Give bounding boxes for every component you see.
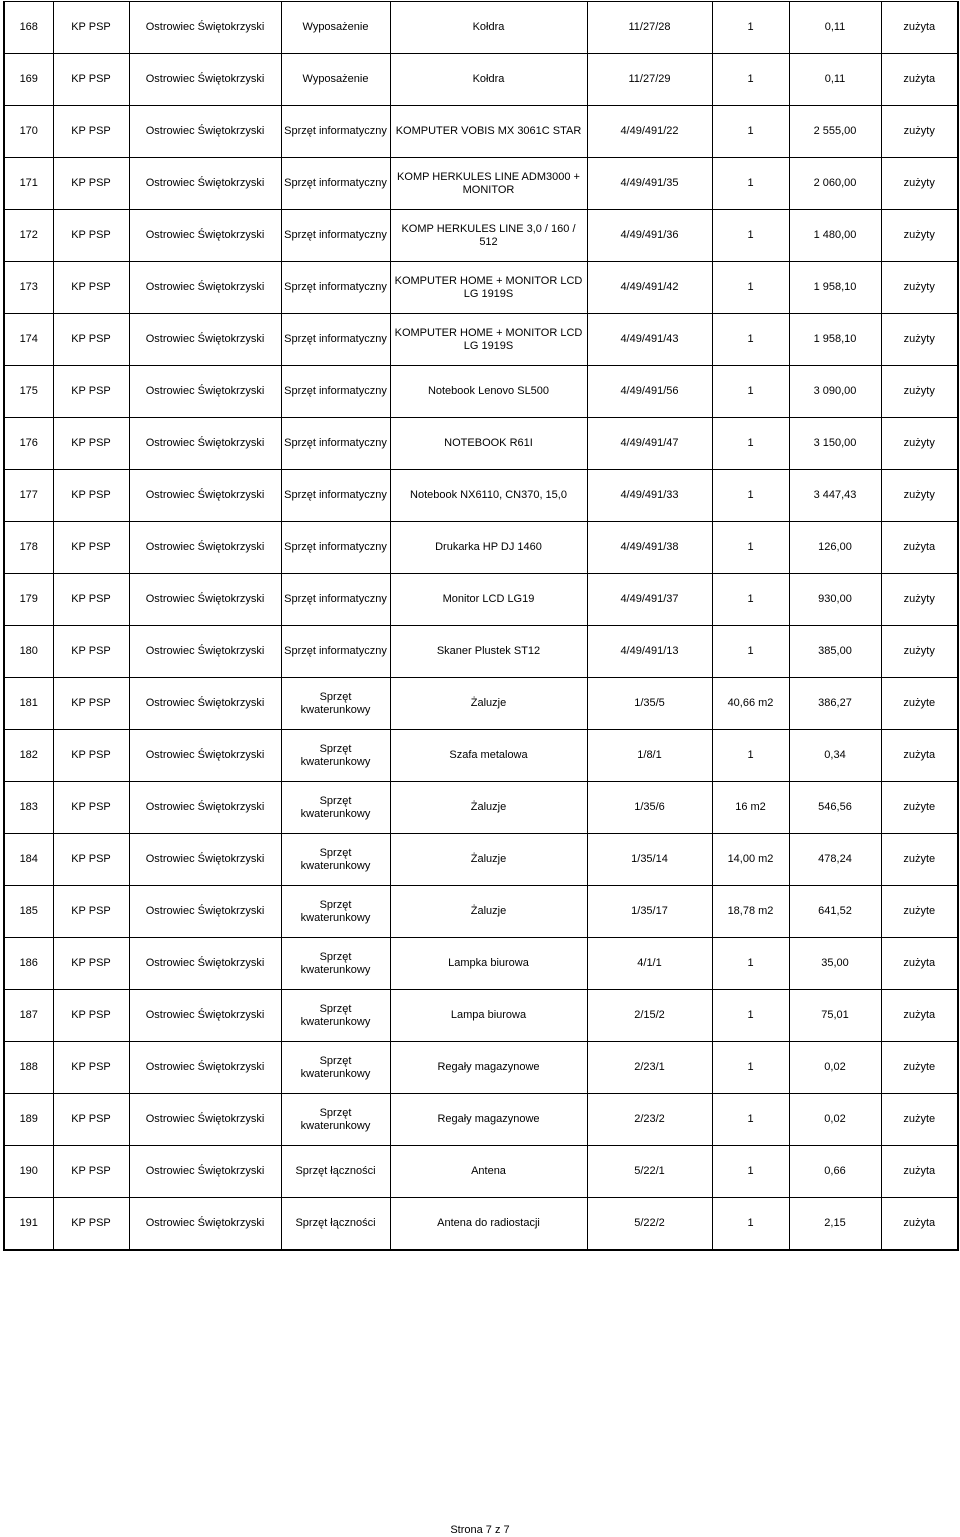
- value-cell: 0,66: [789, 1146, 881, 1198]
- status-cell: zużyte: [881, 834, 958, 886]
- item-name-cell: Notebook NX6110, CN370, 15,0: [390, 470, 587, 522]
- table-row: [4, 834, 958, 886]
- value-cell: 3 447,43: [789, 470, 881, 522]
- inventory-number-cell: 4/49/491/38: [587, 522, 712, 574]
- unit-cell: KP PSP: [53, 626, 129, 678]
- item-name-cell: Żaluzje: [390, 782, 587, 834]
- lp-cell: 171: [4, 158, 53, 210]
- unit-cell: KP PSP: [53, 1042, 129, 1094]
- city-cell: Ostrowiec Świętokrzyski: [129, 418, 281, 470]
- category-cell: Sprzęt kwaterunkowy: [281, 782, 390, 834]
- unit-cell: KP PSP: [53, 1198, 129, 1251]
- unit-cell: KP PSP: [53, 886, 129, 938]
- city-cell: Ostrowiec Świętokrzyski: [129, 2, 281, 54]
- category-cell: Sprzęt kwaterunkowy: [281, 834, 390, 886]
- inventory-number-cell: 1/35/14: [587, 834, 712, 886]
- inventory-number-cell: 4/49/491/37: [587, 574, 712, 626]
- unit-cell: KP PSP: [53, 210, 129, 262]
- value-cell: 0,34: [789, 730, 881, 782]
- item-name-cell: Drukarka HP DJ 1460: [390, 522, 587, 574]
- table-row: [4, 1198, 958, 1251]
- category-cell: Sprzęt kwaterunkowy: [281, 730, 390, 782]
- category-cell: Sprzęt kwaterunkowy: [281, 678, 390, 730]
- status-cell: zużyte: [881, 782, 958, 834]
- unit-cell: KP PSP: [53, 366, 129, 418]
- lp-cell: 173: [4, 262, 53, 314]
- unit-cell: KP PSP: [53, 522, 129, 574]
- table-row: [4, 210, 958, 262]
- status-cell: zużyty: [881, 262, 958, 314]
- status-cell: zużyta: [881, 938, 958, 990]
- quantity-cell: 1: [712, 158, 789, 210]
- item-name-cell: KOMPUTER VOBIS MX 3061C STAR: [390, 106, 587, 158]
- table-body: [4, 2, 958, 1251]
- table-row: [4, 730, 958, 782]
- status-cell: zużyte: [881, 1094, 958, 1146]
- lp-cell: 177: [4, 470, 53, 522]
- table-row: [4, 1042, 958, 1094]
- lp-cell: 170: [4, 106, 53, 158]
- item-name-cell: KOMPUTER HOME + MONITOR LCD LG 1919S: [390, 262, 587, 314]
- value-cell: 0,02: [789, 1094, 881, 1146]
- status-cell: zużyta: [881, 730, 958, 782]
- quantity-cell: 1: [712, 574, 789, 626]
- lp-cell: 180: [4, 626, 53, 678]
- status-cell: zużyta: [881, 1146, 958, 1198]
- unit-cell: KP PSP: [53, 314, 129, 366]
- inventory-number-cell: 4/49/491/42: [587, 262, 712, 314]
- category-cell: Sprzęt kwaterunkowy: [281, 1042, 390, 1094]
- value-cell: 3 090,00: [789, 366, 881, 418]
- item-name-cell: Skaner Plustek ST12: [390, 626, 587, 678]
- quantity-cell: 1: [712, 626, 789, 678]
- quantity-cell: 1: [712, 730, 789, 782]
- value-cell: 641,52: [789, 886, 881, 938]
- value-cell: 546,56: [789, 782, 881, 834]
- item-name-cell: Regały magazynowe: [390, 1094, 587, 1146]
- unit-cell: KP PSP: [53, 782, 129, 834]
- quantity-cell: 1: [712, 1094, 789, 1146]
- table-row: [4, 314, 958, 366]
- quantity-cell: 16 m2: [712, 782, 789, 834]
- quantity-cell: 1: [712, 990, 789, 1042]
- table-row: [4, 678, 958, 730]
- status-cell: zużyty: [881, 418, 958, 470]
- table-row: [4, 1146, 958, 1198]
- value-cell: 2,15: [789, 1198, 881, 1251]
- lp-cell: 168: [4, 2, 53, 54]
- category-cell: Sprzęt łączności: [281, 1198, 390, 1251]
- table-row: [4, 886, 958, 938]
- city-cell: Ostrowiec Świętokrzyski: [129, 1042, 281, 1094]
- quantity-cell: 1: [712, 314, 789, 366]
- category-cell: Sprzęt kwaterunkowy: [281, 886, 390, 938]
- value-cell: 3 150,00: [789, 418, 881, 470]
- page-number: Strona 7 z 7: [450, 1524, 510, 1536]
- category-cell: Wyposażenie: [281, 2, 390, 54]
- city-cell: Ostrowiec Świętokrzyski: [129, 158, 281, 210]
- table-row: [4, 470, 958, 522]
- quantity-cell: 1: [712, 1198, 789, 1251]
- table-row: [4, 1094, 958, 1146]
- quantity-cell: 1: [712, 1146, 789, 1198]
- city-cell: Ostrowiec Świętokrzyski: [129, 262, 281, 314]
- item-name-cell: Kołdra: [390, 2, 587, 54]
- unit-cell: KP PSP: [53, 418, 129, 470]
- city-cell: Ostrowiec Świętokrzyski: [129, 730, 281, 782]
- status-cell: zużyta: [881, 54, 958, 106]
- value-cell: 0,02: [789, 1042, 881, 1094]
- city-cell: Ostrowiec Świętokrzyski: [129, 470, 281, 522]
- inventory-number-cell: 11/27/29: [587, 54, 712, 106]
- category-cell: Sprzęt informatyczny: [281, 262, 390, 314]
- unit-cell: KP PSP: [53, 54, 129, 106]
- item-name-cell: Żaluzje: [390, 834, 587, 886]
- lp-cell: 187: [4, 990, 53, 1042]
- inventory-number-cell: 4/49/491/35: [587, 158, 712, 210]
- category-cell: Sprzęt informatyczny: [281, 158, 390, 210]
- value-cell: 385,00: [789, 626, 881, 678]
- value-cell: 930,00: [789, 574, 881, 626]
- category-cell: Sprzęt informatyczny: [281, 470, 390, 522]
- inventory-table: [3, 1, 959, 1251]
- inventory-number-cell: 4/1/1: [587, 938, 712, 990]
- category-cell: Sprzęt informatyczny: [281, 106, 390, 158]
- city-cell: Ostrowiec Świętokrzyski: [129, 1094, 281, 1146]
- lp-cell: 190: [4, 1146, 53, 1198]
- inventory-number-cell: 4/49/491/22: [587, 106, 712, 158]
- city-cell: Ostrowiec Świętokrzyski: [129, 834, 281, 886]
- status-cell: zużyte: [881, 886, 958, 938]
- quantity-cell: 1: [712, 522, 789, 574]
- lp-cell: 184: [4, 834, 53, 886]
- inventory-number-cell: 4/49/491/13: [587, 626, 712, 678]
- unit-cell: KP PSP: [53, 938, 129, 990]
- inventory-number-cell: 1/8/1: [587, 730, 712, 782]
- unit-cell: KP PSP: [53, 106, 129, 158]
- lp-cell: 181: [4, 678, 53, 730]
- unit-cell: KP PSP: [53, 470, 129, 522]
- quantity-cell: 1: [712, 54, 789, 106]
- status-cell: zużyta: [881, 990, 958, 1042]
- unit-cell: KP PSP: [53, 678, 129, 730]
- item-name-cell: Żaluzje: [390, 886, 587, 938]
- status-cell: zużyty: [881, 158, 958, 210]
- category-cell: Wyposażenie: [281, 54, 390, 106]
- city-cell: Ostrowiec Świętokrzyski: [129, 314, 281, 366]
- lp-cell: 172: [4, 210, 53, 262]
- table-row: [4, 262, 958, 314]
- quantity-cell: 1: [712, 262, 789, 314]
- value-cell: 478,24: [789, 834, 881, 886]
- lp-cell: 179: [4, 574, 53, 626]
- category-cell: Sprzęt informatyczny: [281, 418, 390, 470]
- inventory-number-cell: 4/49/491/56: [587, 366, 712, 418]
- status-cell: zużyta: [881, 1198, 958, 1251]
- city-cell: Ostrowiec Świętokrzyski: [129, 1146, 281, 1198]
- status-cell: zużyte: [881, 1042, 958, 1094]
- lp-cell: 176: [4, 418, 53, 470]
- unit-cell: KP PSP: [53, 262, 129, 314]
- status-cell: zużyty: [881, 470, 958, 522]
- category-cell: Sprzęt informatyczny: [281, 210, 390, 262]
- unit-cell: KP PSP: [53, 158, 129, 210]
- table-row: [4, 158, 958, 210]
- inventory-number-cell: 5/22/1: [587, 1146, 712, 1198]
- quantity-cell: 1: [712, 106, 789, 158]
- inventory-number-cell: 4/49/491/43: [587, 314, 712, 366]
- item-name-cell: KOMP HERKULES LINE ADM3000 + MONITOR: [390, 158, 587, 210]
- lp-cell: 169: [4, 54, 53, 106]
- item-name-cell: Lampa biurowa: [390, 990, 587, 1042]
- lp-cell: 191: [4, 1198, 53, 1251]
- category-cell: Sprzęt informatyczny: [281, 314, 390, 366]
- status-cell: zużyty: [881, 574, 958, 626]
- category-cell: Sprzęt informatyczny: [281, 366, 390, 418]
- status-cell: zużyty: [881, 626, 958, 678]
- lp-cell: 183: [4, 782, 53, 834]
- lp-cell: 175: [4, 366, 53, 418]
- city-cell: Ostrowiec Świętokrzyski: [129, 210, 281, 262]
- inventory-number-cell: 2/23/1: [587, 1042, 712, 1094]
- table-row: [4, 106, 958, 158]
- category-cell: Sprzęt kwaterunkowy: [281, 938, 390, 990]
- table-row: [4, 782, 958, 834]
- value-cell: 2 060,00: [789, 158, 881, 210]
- quantity-cell: 1: [712, 366, 789, 418]
- unit-cell: KP PSP: [53, 730, 129, 782]
- quantity-cell: 18,78 m2: [712, 886, 789, 938]
- lp-cell: 182: [4, 730, 53, 782]
- quantity-cell: 1: [712, 2, 789, 54]
- city-cell: Ostrowiec Świętokrzyski: [129, 1198, 281, 1251]
- value-cell: 126,00: [789, 522, 881, 574]
- item-name-cell: Szafa metalowa: [390, 730, 587, 782]
- quantity-cell: 40,66 m2: [712, 678, 789, 730]
- lp-cell: 174: [4, 314, 53, 366]
- unit-cell: KP PSP: [53, 2, 129, 54]
- city-cell: Ostrowiec Świętokrzyski: [129, 678, 281, 730]
- table-row: [4, 54, 958, 106]
- item-name-cell: Antena do radiostacji: [390, 1198, 587, 1251]
- lp-cell: 186: [4, 938, 53, 990]
- status-cell: zużyty: [881, 366, 958, 418]
- table-row: [4, 418, 958, 470]
- value-cell: 1 958,10: [789, 314, 881, 366]
- item-name-cell: Żaluzje: [390, 678, 587, 730]
- lp-cell: 185: [4, 886, 53, 938]
- value-cell: 386,27: [789, 678, 881, 730]
- category-cell: Sprzęt kwaterunkowy: [281, 990, 390, 1042]
- inventory-number-cell: 5/22/2: [587, 1198, 712, 1251]
- unit-cell: KP PSP: [53, 1146, 129, 1198]
- city-cell: Ostrowiec Świętokrzyski: [129, 782, 281, 834]
- value-cell: 0,11: [789, 54, 881, 106]
- lp-cell: 189: [4, 1094, 53, 1146]
- inventory-number-cell: 2/23/2: [587, 1094, 712, 1146]
- item-name-cell: Lampka biurowa: [390, 938, 587, 990]
- item-name-cell: NOTEBOOK R61I: [390, 418, 587, 470]
- inventory-number-cell: 1/35/6: [587, 782, 712, 834]
- status-cell: zużyty: [881, 210, 958, 262]
- lp-cell: 188: [4, 1042, 53, 1094]
- inventory-number-cell: 4/49/491/47: [587, 418, 712, 470]
- item-name-cell: Regały magazynowe: [390, 1042, 587, 1094]
- item-name-cell: Kołdra: [390, 54, 587, 106]
- inventory-number-cell: 2/15/2: [587, 990, 712, 1042]
- inventory-number-cell: 4/49/491/36: [587, 210, 712, 262]
- inventory-number-cell: 1/35/5: [587, 678, 712, 730]
- quantity-cell: 14,00 m2: [712, 834, 789, 886]
- table-row: [4, 938, 958, 990]
- status-cell: zużyta: [881, 522, 958, 574]
- item-name-cell: Monitor LCD LG19: [390, 574, 587, 626]
- inventory-number-cell: 11/27/28: [587, 2, 712, 54]
- unit-cell: KP PSP: [53, 574, 129, 626]
- category-cell: Sprzęt informatyczny: [281, 574, 390, 626]
- value-cell: 1 480,00: [789, 210, 881, 262]
- status-cell: zużyty: [881, 314, 958, 366]
- value-cell: 75,01: [789, 990, 881, 1042]
- inventory-number-cell: 4/49/491/33: [587, 470, 712, 522]
- table-row: [4, 574, 958, 626]
- value-cell: 35,00: [789, 938, 881, 990]
- city-cell: Ostrowiec Świętokrzyski: [129, 886, 281, 938]
- unit-cell: KP PSP: [53, 990, 129, 1042]
- status-cell: zużyta: [881, 2, 958, 54]
- quantity-cell: 1: [712, 210, 789, 262]
- city-cell: Ostrowiec Świętokrzyski: [129, 366, 281, 418]
- category-cell: Sprzęt kwaterunkowy: [281, 1094, 390, 1146]
- quantity-cell: 1: [712, 418, 789, 470]
- lp-cell: 178: [4, 522, 53, 574]
- category-cell: Sprzęt łączności: [281, 1146, 390, 1198]
- table-row: [4, 626, 958, 678]
- city-cell: Ostrowiec Świętokrzyski: [129, 522, 281, 574]
- category-cell: Sprzęt informatyczny: [281, 522, 390, 574]
- quantity-cell: 1: [712, 938, 789, 990]
- value-cell: 0,11: [789, 2, 881, 54]
- unit-cell: KP PSP: [53, 1094, 129, 1146]
- unit-cell: KP PSP: [53, 834, 129, 886]
- city-cell: Ostrowiec Świętokrzyski: [129, 574, 281, 626]
- table-row: [4, 522, 958, 574]
- status-cell: zużyty: [881, 106, 958, 158]
- item-name-cell: Notebook Lenovo SL500: [390, 366, 587, 418]
- city-cell: Ostrowiec Świętokrzyski: [129, 990, 281, 1042]
- status-cell: zużyte: [881, 678, 958, 730]
- item-name-cell: KOMPUTER HOME + MONITOR LCD LG 1919S: [390, 314, 587, 366]
- city-cell: Ostrowiec Świętokrzyski: [129, 106, 281, 158]
- city-cell: Ostrowiec Świętokrzyski: [129, 626, 281, 678]
- city-cell: Ostrowiec Świętokrzyski: [129, 54, 281, 106]
- inventory-number-cell: 1/35/17: [587, 886, 712, 938]
- value-cell: 2 555,00: [789, 106, 881, 158]
- value-cell: 1 958,10: [789, 262, 881, 314]
- table-row: [4, 2, 958, 54]
- category-cell: Sprzęt informatyczny: [281, 626, 390, 678]
- item-name-cell: Antena: [390, 1146, 587, 1198]
- table-row: [4, 990, 958, 1042]
- item-name-cell: KOMP HERKULES LINE 3,0 / 160 / 512: [390, 210, 587, 262]
- city-cell: Ostrowiec Świętokrzyski: [129, 938, 281, 990]
- quantity-cell: 1: [712, 470, 789, 522]
- table-row: [4, 366, 958, 418]
- quantity-cell: 1: [712, 1042, 789, 1094]
